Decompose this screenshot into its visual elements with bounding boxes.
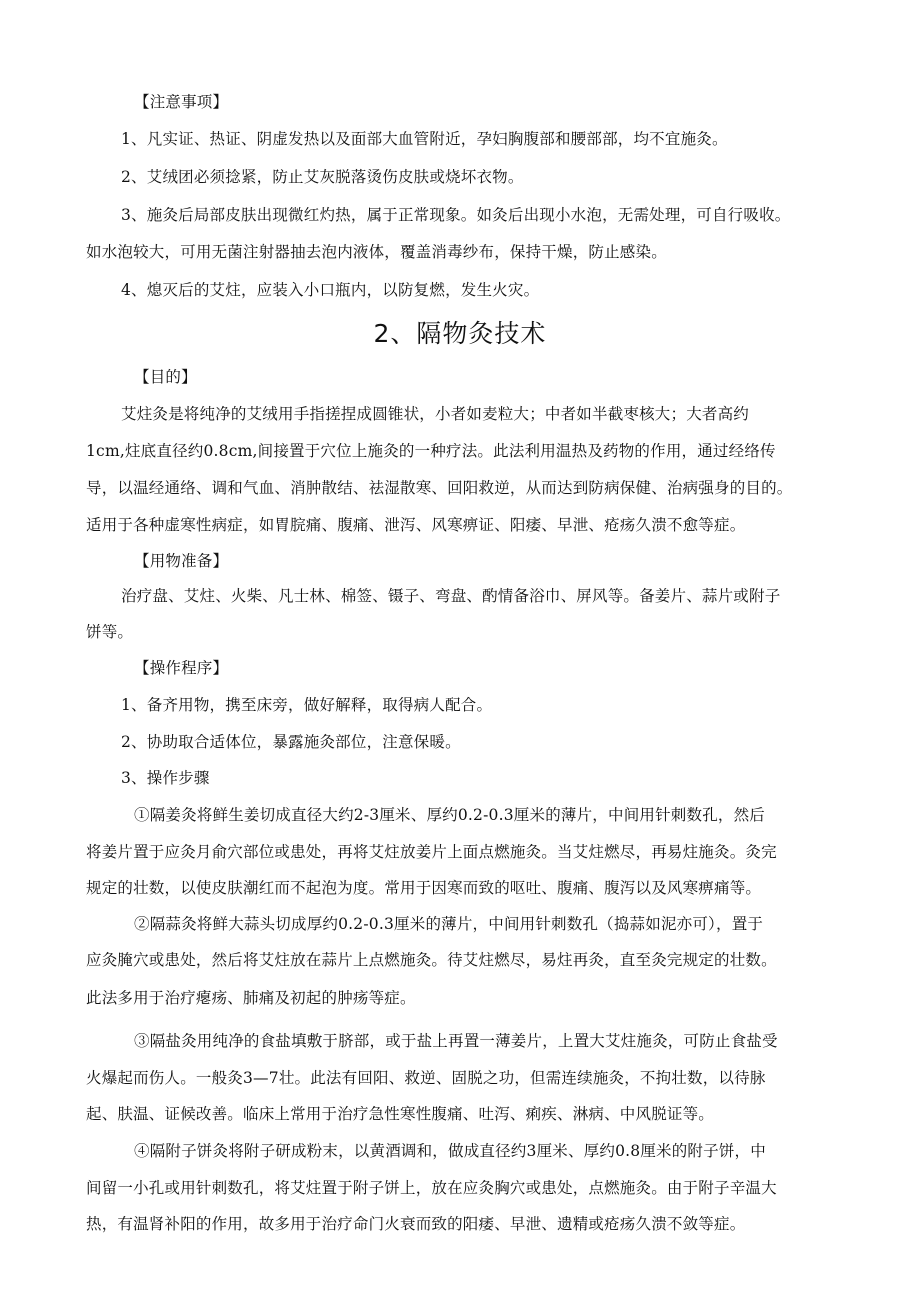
salt-line-1: ③隔盐灸用纯净的食盐填敷于脐部，或于盐上再置一薄姜片，上置大艾炷施灸，可防止食盐受 [134, 1032, 778, 1050]
salt-line-2: 火爆起而伤人。一般灸3—7壮。此法有回阳、救逆、固脱之功，但需连续施灸，不拘壮数，以待脉 [86, 1069, 766, 1087]
purpose-line-1: 艾炷灸是将纯净的艾绒用手指搓捏成圆锥状，小者如麦粒大；中者如半截枣核大；大者高约 [121, 405, 750, 423]
notes-item-4: 4、熄灭后的艾炷，应装入小口瓶内，以防复燃，发生火灾。 [121, 281, 540, 299]
section-title: 2、隔物灸技术 [373, 319, 547, 348]
procedure-step-2: 2、协助取合适体位，暴露施灸部位，注意保暖。 [121, 733, 461, 751]
procedure-header: 【操作程序】 [134, 659, 229, 677]
supplies-line-1: 治疗盘、艾炷、火柴、凡士林、棉签、镊子、弯盘、酌情备浴巾、屏风等。备姜片、蒜片或附子 [121, 587, 781, 605]
procedure-step-1: 1、备齐用物，携至床旁，做好解释，取得病人配合。 [121, 696, 493, 714]
supplies-line-2: 饼等。 [86, 623, 134, 641]
purpose-header: 【目的】 [134, 368, 197, 386]
ginger-line-1: ①隔姜灸将鲜生姜切成直径大约2-3厘米、厚约0.2-0.3厘米的薄片，中间用针刺数孔，然后 [134, 806, 766, 824]
ginger-line-3: 规定的壮数，以使皮肤潮红而不起泡为度。常用于因寒而致的呕吐、腹痛、腹泻以及风寒痹痛等。 [86, 879, 762, 897]
garlic-line-3: 此法多用于治疗瘪疡、肺痛及初起的肿疡等症。 [86, 989, 416, 1007]
salt-line-3: 起、肤温、证候改善。临床上常用于治疗急性寒性腹痛、吐泻、痢疾、淋病、中风脱证等。 [86, 1105, 715, 1123]
aconite-line-3: 热，有温肾补阳的作用，故多用于治疗命门火衰而致的阳痿、早泄、遗精或疮疡久溃不敛等症。 [86, 1215, 746, 1233]
notes-header: 【注意事项】 [134, 93, 229, 111]
supplies-header: 【用物准备】 [134, 552, 229, 570]
ginger-line-2: 将姜片置于应灸月俞穴部位或患处，再将艾炷放姜片上面点燃施灸。当艾炷燃尽，再易炷施灸。灸完 [86, 843, 777, 861]
garlic-line-1: ②隔蒜灸将鲜大蒜头切成厚约0.2-0.3厘米的薄片，中间用针刺数孔（捣蒜如泥亦可），置于 [134, 915, 764, 933]
aconite-line-1: ④隔附子饼灸将附子研成粉末，以黄酒调和，做成直径约3厘米、厚约0.8厘米的附子饼，中 [134, 1142, 766, 1160]
purpose-line-2: 1cm,炷底直径约0.8cm,间接置于穴位上施灸的一种疗法。此法利用温热及药物的作用，通过经络传 [86, 442, 776, 460]
notes-item-3: 3、施灸后局部皮肤出现微红灼热，属于正常现象。如灸后出现小水泡，无需处理，可自行吸收。 [121, 206, 791, 224]
garlic-line-2: 应灸腌穴或患处，然后将艾炷放在蒜片上点燃施灸。待艾炷燃尽，易炷再灸，直至灸完规定的壮数。 [86, 951, 777, 969]
aconite-line-2: 间留一小孔或用针刺数孔，将艾炷置于附子饼上，放在应灸胸穴或患处，点燃施灸。由于附子辛温大 [86, 1179, 777, 1197]
procedure-step-3: 3、操作步骤 [121, 769, 210, 787]
purpose-line-4: 适用于各种虚寒性病症，如胃脘痛、腹痛、泄泻、风寒痹证、阳痿、早泄、疮疡久溃不愈等症。 [86, 516, 746, 534]
notes-item-1: 1、凡实证、热证、阴虚发热以及面部大血管附近，孕妇胸腹部和腰部部，均不宜施灸。 [121, 130, 728, 148]
purpose-line-3: 导，以温经通络、调和气血、消肿散结、祛湿散寒、回阳救逆，从而达到防病保健、治病强身的目的。 [86, 479, 793, 497]
notes-item-3-continued: 如水泡较大，可用无菌注射器抽去泡内液体，覆盖消毒纱布，保持干燥，防止感染。 [86, 243, 667, 261]
notes-item-2: 2、艾绒团必须捻紧，防止艾灰脱落烫伤皮肤或烧坏衣物。 [121, 168, 524, 186]
